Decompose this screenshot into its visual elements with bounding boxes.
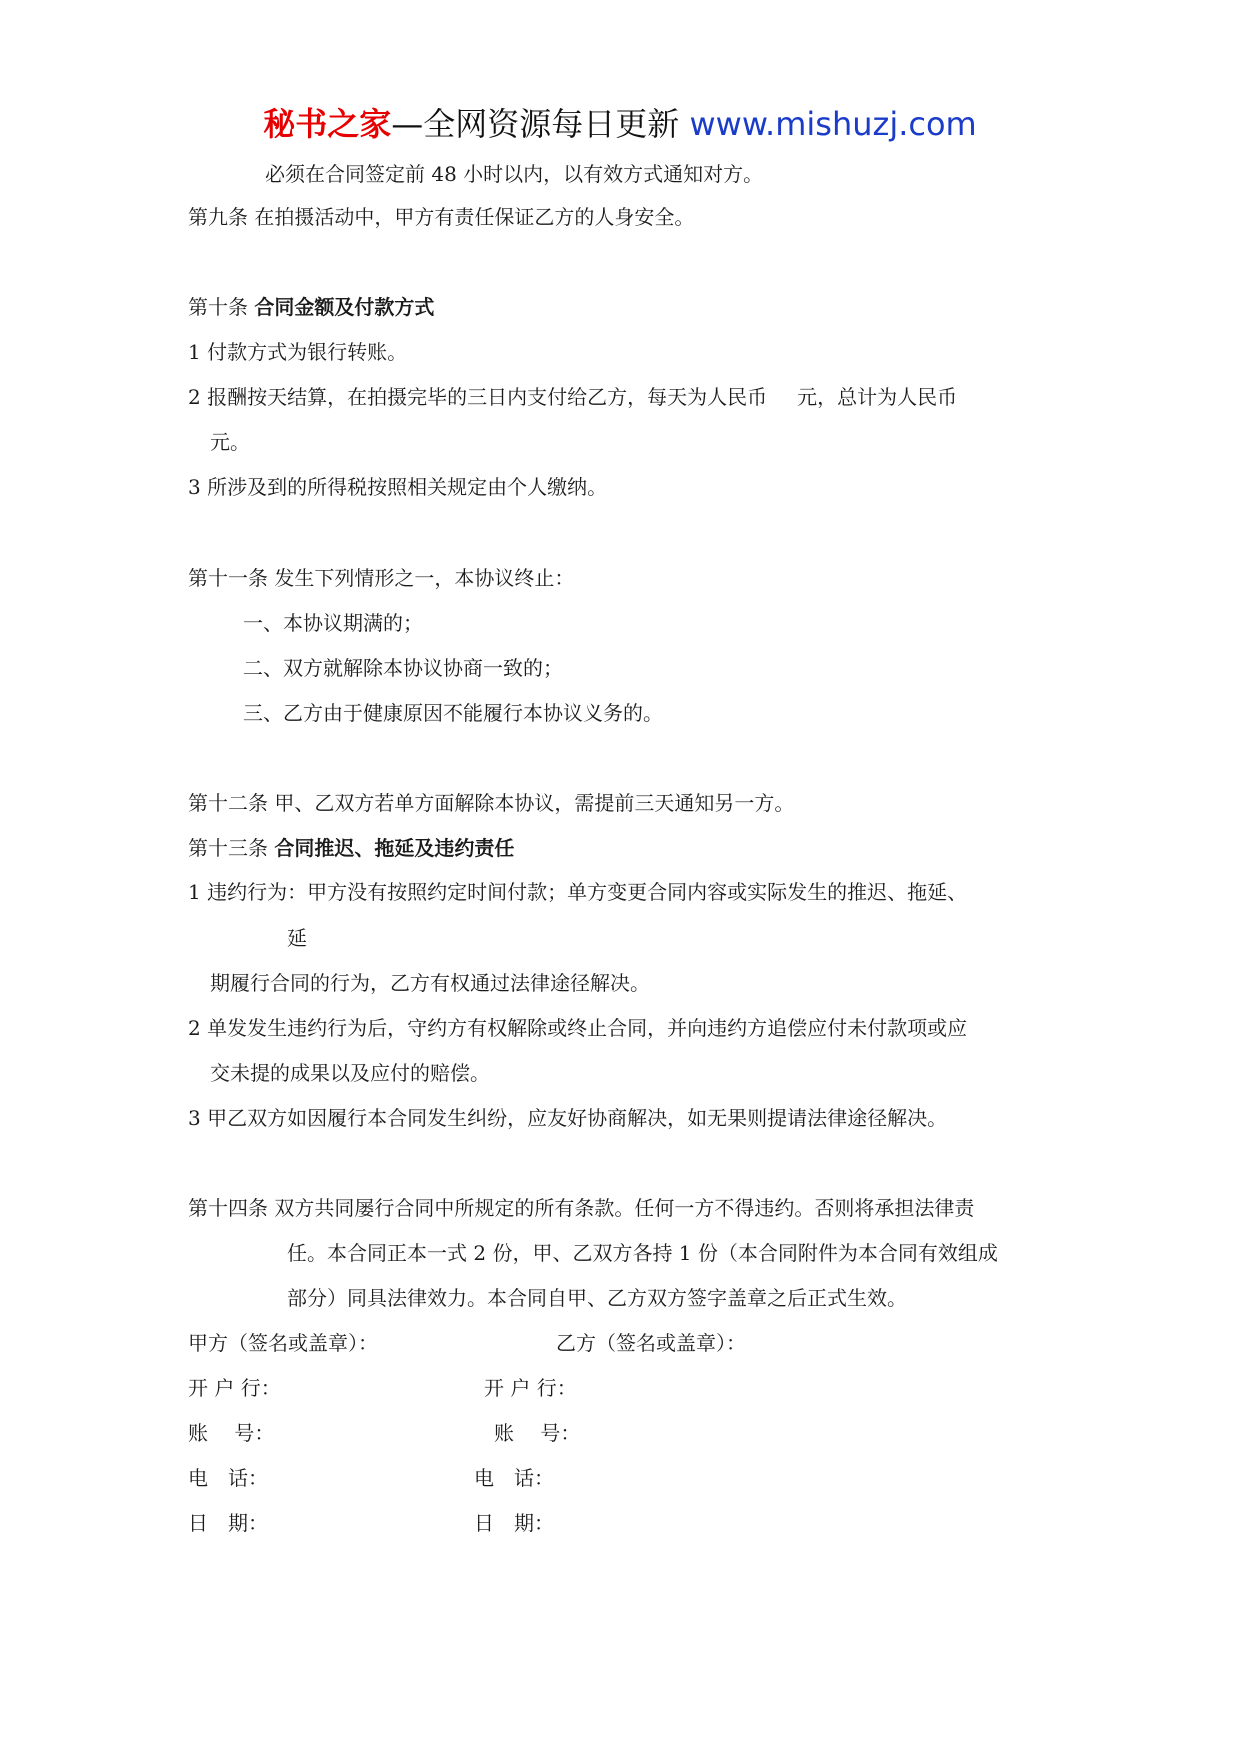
party-a-signature-label: 甲方（签名或盖章）： — [188, 1331, 378, 1355]
party-a-date-label: 日 期： — [188, 1511, 268, 1535]
notice-line: 必须在合同签定前 48 小时以内，以有效方式通知对方。 — [265, 162, 764, 186]
site-brand: 秘书之家 — [263, 105, 392, 143]
article-10-item-1: 1 付款方式为银行转账。 — [188, 340, 408, 364]
party-b-bank-label: 开 户 行： — [484, 1376, 577, 1400]
party-b-date-label: 日 期： — [474, 1511, 554, 1535]
party-b-account-label: 账 号： — [494, 1421, 581, 1445]
article-12: 第十二条 甲、乙双方若单方面解除本协议，需提前三天通知另一方。 — [188, 791, 795, 815]
article-13-item-1-wrap: 延 — [287, 926, 307, 950]
article-13-title: 合同推迟、拖延及违约责任 — [274, 836, 515, 860]
article-11: 第十一条 发生下列情形之一，本协议终止： — [188, 566, 575, 590]
article-13-item-1: 1 违约行为：甲方没有按照约定时间付款；单方变更合同内容或实际发生的推迟、拖延、 — [188, 880, 968, 904]
party-b-phone-label: 电 话： — [474, 1466, 554, 1490]
article-13-number: 第十三条 — [188, 836, 275, 860]
article-14-continued-2: 部分）同具法律效力。本合同自甲、乙方双方签字盖章之后正式生效。 — [287, 1286, 907, 1310]
article-11-item-1: 一、本协议期满的； — [243, 611, 423, 635]
site-url-link[interactable]: www.mishuzj.com — [689, 105, 977, 143]
article-9: 第九条 在拍摄活动中，甲方有责任保证乙方的人身安全。 — [188, 205, 695, 229]
article-11-item-3: 三、乙方由于健康原因不能履行本协议义务的。 — [243, 701, 663, 725]
article-13-item-2: 2 单发发生违约行为后，守约方有权解除或终止合同，并向违约方追偿应付未付款项或应 — [188, 1016, 968, 1040]
article-13-item-3: 3 甲乙双方如因履行本合同发生纠纷，应友好协商解决，如无果则提请法律途径解决。 — [188, 1106, 948, 1130]
article-10-item-2-continued: 元。 — [210, 430, 250, 454]
article-10-item-2 — [188, 383, 957, 411]
article-10-heading — [188, 293, 434, 321]
party-a-account-label: 账 号： — [188, 1421, 275, 1445]
site-header — [0, 102, 1240, 146]
article-14-continued-1: 任。本合同正本一式 2 份，甲、乙双方各持 1 份（本合同附件为本合同有效组成 — [287, 1241, 998, 1265]
article-13-item-2-continued: 交未提的成果以及应付的赔偿。 — [210, 1061, 490, 1085]
party-b-signature-label: 乙方（签名或盖章）： — [556, 1331, 746, 1355]
article-13-item-1-continued: 期履行合同的行为，乙方有权通过法律途径解决。 — [210, 971, 650, 995]
article-10-number: 第十条 — [188, 295, 255, 319]
site-tagline: —全网资源每日更新 — [391, 105, 690, 143]
article-13-heading — [188, 834, 514, 862]
article-10-item-2-part-2: 元，总计为人民币 — [797, 385, 958, 409]
party-a-bank-label: 开 户 行： — [188, 1376, 281, 1400]
article-10-item-3: 3 所涉及到的所得税按照相关规定由个人缴纳。 — [188, 475, 608, 499]
article-10-item-2-part-1: 2 报酬按天结算，在拍摄完毕的三日内支付给乙方，每天为人民币 — [188, 385, 768, 409]
party-a-phone-label: 电 话： — [188, 1466, 268, 1490]
article-11-item-2: 二、双方就解除本协议协商一致的； — [243, 656, 563, 680]
article-14: 第十四条 双方共同屡行合同中所规定的所有条款。任何一方不得违约。否则将承担法律责 — [188, 1196, 975, 1220]
article-10-title: 合同金额及付款方式 — [254, 295, 435, 319]
